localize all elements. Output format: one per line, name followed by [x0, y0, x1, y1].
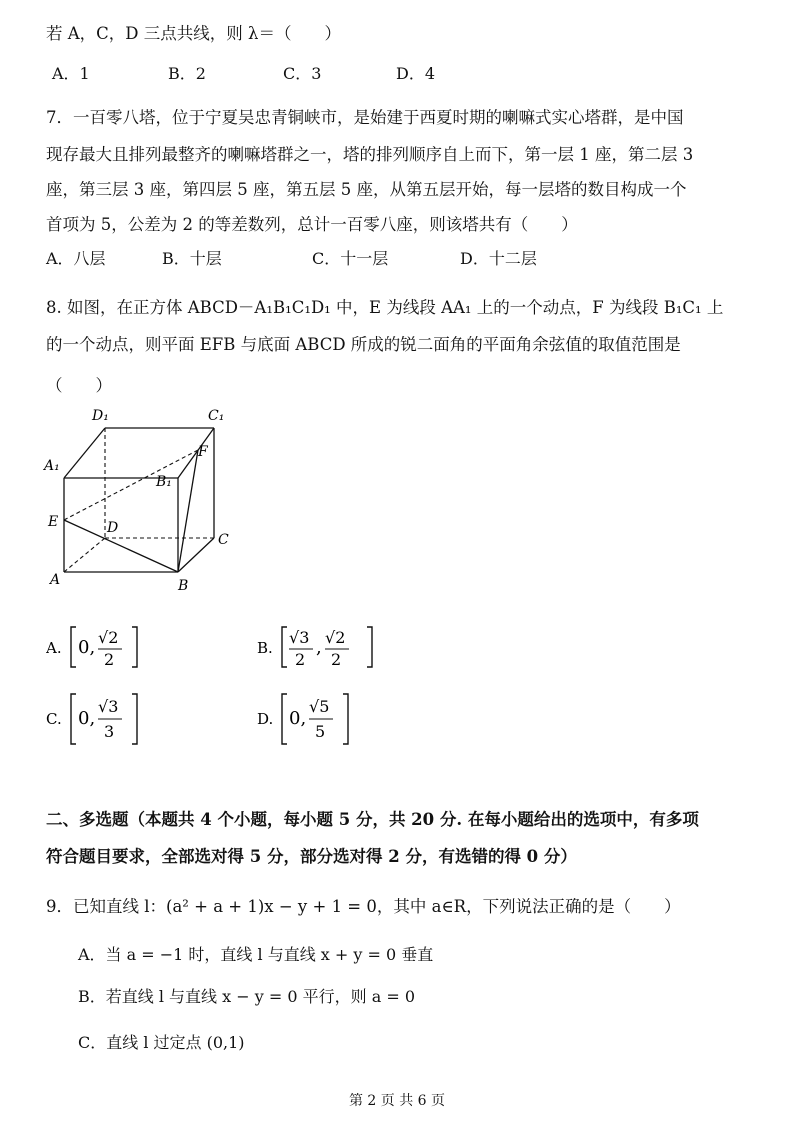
q8-option-d: [257, 690, 367, 754]
svg-text:B.: B.: [257, 639, 273, 657]
edge-b-c: [178, 538, 214, 572]
svg-text:√2: √2: [325, 628, 346, 647]
q7-option-a: A．八层: [46, 249, 106, 268]
segment-b-f: [178, 450, 198, 572]
svg-text:D.: D.: [257, 710, 274, 728]
q7-line-4: 首项为 5，公差为 2 的等差数列，总计一百零八座，则该塔共有（ ）: [46, 215, 578, 234]
q6-option-b: B．2: [168, 64, 206, 83]
section2-line-2: 符合题目要求，全部选对得 5 分，部分选对得 2 分，有选错的得 0 分）: [46, 847, 577, 866]
label-d: D: [107, 520, 119, 536]
edge-b1-c1: [178, 428, 214, 478]
edge-a-d-hidden: [64, 538, 105, 572]
svg-text:2: 2: [295, 650, 306, 669]
q8-line-3: （ ）: [46, 376, 112, 395]
q9-option-c: C．直线 l 过定点 (0,1): [78, 1033, 245, 1052]
q8-option-a: [46, 623, 156, 675]
q7-option-c: C．十一层: [312, 249, 389, 268]
label-e: E: [48, 514, 59, 530]
svg-text:A.: A.: [46, 639, 62, 657]
label-b1: B₁: [156, 474, 172, 490]
label-c: C: [218, 532, 229, 548]
q9-stem: 9．已知直线 l：(a² + a + 1)x − y + 1 = 0，其中 a∈R，下列说法正确的是（ ）: [46, 897, 681, 916]
q6-tail: 若 A，C，D 三点共线，则 λ＝（ ）: [46, 24, 341, 43]
svg-text:2: 2: [104, 650, 115, 669]
q9-option-a: A．当 a = −1 时，直线 l 与直线 x + y = 0 垂直: [78, 945, 434, 964]
label-a: A: [50, 572, 61, 588]
svg-text:√5: √5: [309, 697, 330, 716]
edge-a1-d1: [64, 428, 105, 478]
svg-text:3: 3: [104, 722, 115, 741]
svg-text:5: 5: [315, 722, 326, 741]
section2-line-1: 二、多选题（本题共 4 个小题，每小题 5 分，共 20 分. 在每小题给出的选项中，有多项: [46, 810, 699, 829]
page-footer: 第 2 页 共 6 页: [348, 1093, 446, 1109]
svg-text:0,: 0,: [78, 637, 96, 658]
svg-text:0,: 0,: [78, 708, 96, 729]
q7-line-2: 现存最大且排列最整齐的喇嘛塔群之一，塔的排列顺序自上而下，第一层 1 座，第二层 3: [46, 145, 694, 164]
label-b: B: [178, 578, 189, 594]
q7-option-b: B．十层: [162, 249, 222, 268]
label-c1: C₁: [208, 408, 225, 424]
svg-text:,: ,: [316, 637, 322, 658]
q7-line-3: 座，第三层 3 座，第四层 5 座，第五层 5 座，从第五层开始，每一层塔的数目构成一个: [46, 180, 687, 199]
q8-option-b: [257, 623, 387, 675]
svg-text:2: 2: [331, 650, 342, 669]
q6-option-a: A．1: [52, 64, 90, 83]
segment-e-b: [64, 520, 178, 572]
q6-option-c: C．3: [283, 64, 322, 83]
q6-option-d: D．4: [396, 64, 436, 83]
svg-text:0,: 0,: [289, 708, 307, 729]
svg-text:√3: √3: [98, 697, 119, 716]
q7-line-1: 7．一百零八塔，位于宁夏吴忠青铜峡市，是始建于西夏时期的喇嘛式实心塔群，是中国: [46, 108, 684, 127]
q9-option-b: B．若直线 l 与直线 x − y = 0 平行，则 a = 0: [78, 987, 416, 1006]
q8-line-1: 8. 如图，在正方体 ABCD－A₁B₁C₁D₁ 中，E 为线段 AA₁ 上的一个动点，F 为线段 B₁C₁ 上: [46, 298, 724, 317]
label-d1: D₁: [92, 408, 109, 424]
q8-line-2: 的一个动点，则平面 EFB 与底面 ABCD 所成的锐二面角的平面角余弦值的取值范围是: [46, 335, 681, 354]
svg-text:√2: √2: [98, 628, 119, 647]
label-a1: A₁: [44, 458, 60, 474]
label-f: F: [198, 444, 208, 460]
svg-text:C.: C.: [46, 710, 62, 728]
q7-option-d: D．十二层: [460, 249, 537, 268]
q8-option-c: [46, 690, 156, 754]
cube-figure: [36, 398, 236, 598]
svg-text:√3: √3: [289, 628, 310, 647]
